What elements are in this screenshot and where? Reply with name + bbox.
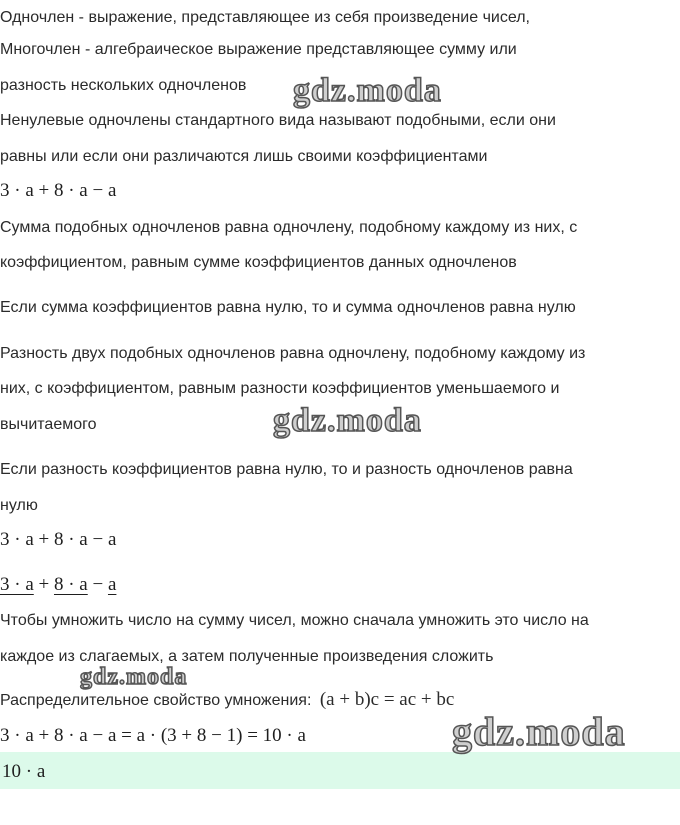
math-expression: 3 · a + 8 · a − a	[0, 180, 117, 201]
watermark-logo: gdz.moda	[293, 72, 442, 109]
underlined-term: 3 · a	[0, 574, 34, 595]
answer-box	[0, 752, 680, 789]
text-line: коэффициентом, равным сумме коэффициентов данных одночленов	[0, 254, 517, 271]
text-line: Одночлен - выражение, представляющее из себя произведение чисел,	[0, 9, 530, 26]
distributive-formula: (a + b)c = ac + bc	[319, 689, 455, 710]
watermark-logo: gdz.moda	[273, 402, 422, 439]
text-line: Многочлен - алгебраическое выражение представляющее сумму или	[0, 41, 517, 58]
text-line: них, с коэффициентом, равным разности коэффициентов уменьшаемого и	[0, 380, 560, 397]
text-line	[0, 690, 454, 711]
text-line: разность нескольких одночленов	[0, 77, 247, 94]
underlined-term: a	[107, 574, 117, 595]
text-line: Разность двух подобных одночленов равна одночлену, подобному каждому из	[0, 345, 586, 362]
operator: −	[92, 574, 104, 595]
math-expression-underlined	[0, 574, 116, 596]
text-line: Ненулевые одночлены стандартного вида называют подобными, если они	[0, 112, 556, 129]
watermark-logo: gdz.moda	[80, 664, 188, 690]
underlined-term: 8 · a	[53, 574, 88, 595]
text-line: вычитаемого	[0, 416, 97, 433]
text-line: Сумма подобных одночленов равна одночлену, подобному каждому из них, с	[0, 219, 578, 236]
math-expression: 3 · a + 8 · a − a	[0, 529, 117, 550]
text-line: каждое из слагаемых, а затем полученные произведения сложить	[0, 648, 494, 665]
operator: +	[38, 574, 50, 595]
text-line: Чтобы умножить число на сумму чисел, можно сначала умножить это число на	[0, 612, 589, 629]
answer-value: 10 · a	[2, 761, 46, 782]
watermark-logo: gdz.moda	[452, 709, 626, 754]
math-calculation: 3 · a + 8 · a − a = a · (3 + 8 − 1) = 10 · a	[0, 725, 306, 746]
distributive-label: Распределительное свойство умножения:	[0, 692, 312, 709]
text-line: нулю	[0, 497, 38, 514]
text-line: Если сумма коэффициентов равна нулю, то и сумма одночленов равна нулю	[0, 299, 576, 316]
text-line: Если разность коэффициентов равна нулю, то и разность одночленов равна	[0, 461, 573, 478]
text-line: равны или если они различаются лишь своими коэффициентами	[0, 148, 488, 165]
